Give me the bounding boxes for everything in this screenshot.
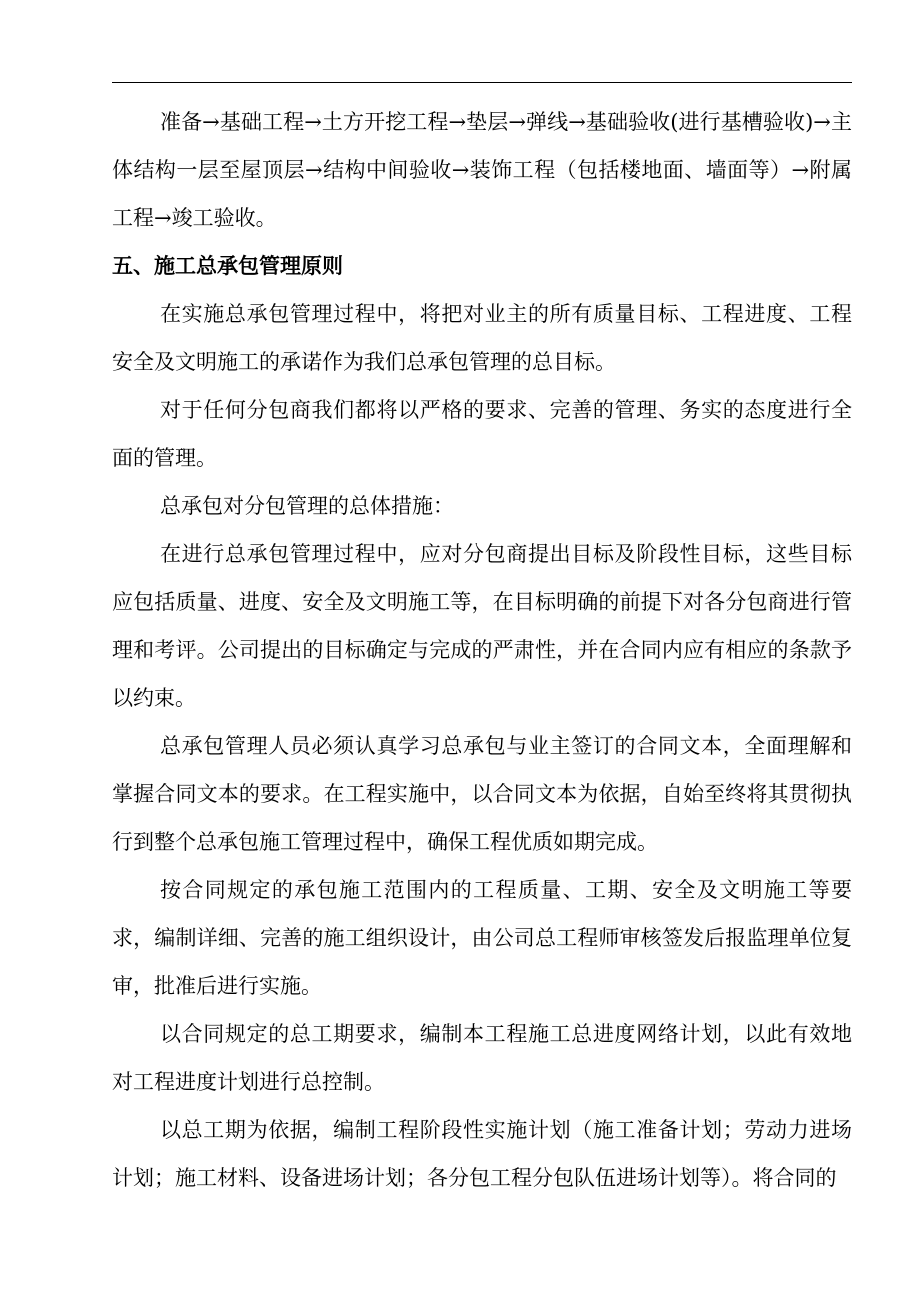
paragraph-construction-design: 按合同规定的承包施工范围内的工程质量、工期、安全及文明施工等要求，编制详细、完善的施工组织设计，由公司总工程师审核签发后报监理单位复审，批准后进行实施。 bbox=[112, 878, 852, 998]
paragraph-subcontractor-attitude: 对于任何分包商我们都将以严格的要求、完善的管理、务实的态度进行全面的管理。 bbox=[112, 398, 852, 470]
paragraph-management-goal: 在实施总承包管理过程中，将把对业主的所有质量目标、工程进度、工程安全及文明施工的承诺作为我们总承包管理的总目标。 bbox=[112, 302, 852, 374]
paragraph-measures-title: 总承包对分包管理的总体措施： bbox=[160, 494, 454, 518]
paragraph-targets: 在进行总承包管理过程中，应对分包商提出目标及阶段性目标，这些目标应包括质量、进度、安全及文明施工等，在目标明确的前提下对各分包商进行管理和考评。公司提出的目标确定与完成的严肃性，并在合同内应有相应的条款予以约束。 bbox=[112, 542, 852, 710]
document-body bbox=[112, 98, 852, 1202]
header-divider bbox=[112, 82, 852, 83]
paragraph-construction-sequence: 准备→基础工程→土方开挖工程→垫层→弹线→基础验收(进行基槽验收)→主体结构一层至屋顶层→结构中间验收→装饰工程（包括楼地面、墙面等）→附属工程→竣工验收。 bbox=[112, 110, 852, 230]
paragraph-contract-study: 总承包管理人员必须认真学习总承包与业主签订的合同文本，全面理解和掌握合同文本的要求。在工程实施中，以合同文本为依据，自始至终将其贯彻执行到整个总承包施工管理过程中，确保工程优质如期完成。 bbox=[112, 734, 852, 854]
section-heading: 五、施工总承包管理原则 bbox=[112, 254, 343, 278]
paragraph-phase-plan: 以总工期为依据，编制工程阶段性实施计划（施工准备计划；劳动力进场计划；施工材料、设备进场计划；各分包工程分包队伍进场计划等）。将合同的 bbox=[112, 1118, 852, 1190]
paragraph-master-schedule: 以合同规定的总工期要求，编制本工程施工总进度网络计划，以此有效地对工程进度计划进行总控制。 bbox=[112, 1022, 852, 1094]
